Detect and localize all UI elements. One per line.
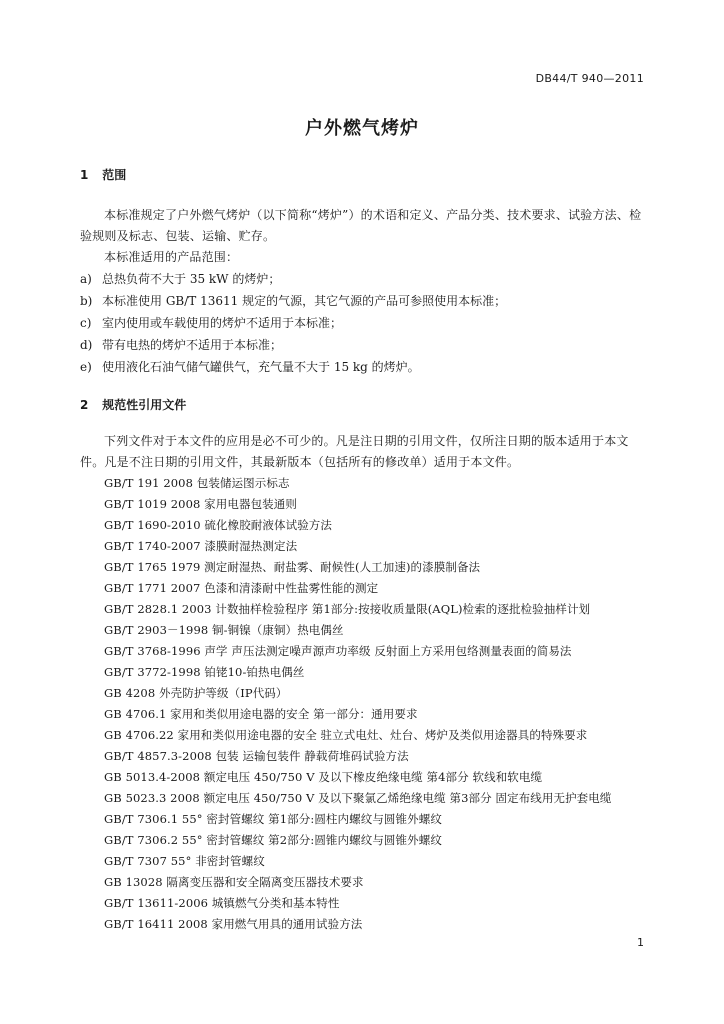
reference-entry: GB/T 4857.3-2008 包装 运输包装件 静载荷堆码试验方法 (104, 749, 409, 763)
scope-applicability-paragraph: 本标准适用的产品范围： (104, 250, 239, 264)
reference-entry: GB/T 191 2008 包装储运图示标志 (104, 476, 290, 490)
standard-code: DB44/T 940—2011 (535, 72, 644, 85)
reference-entry: GB/T 7307 55° 非密封管螺纹 (104, 854, 265, 868)
list-marker: e) (80, 360, 92, 374)
reference-entry: GB/T 1019 2008 家用电器包装通则 (104, 497, 297, 511)
reference-entry: GB/T 1771 2007 色漆和清漆耐中性盐雾性能的测定 (104, 581, 379, 595)
scope-list-item (80, 314, 342, 331)
list-text: 使用液化石油气储气罐供气，充气量不大于 15 kg 的烤炉。 (102, 360, 420, 374)
reference-entry: GB/T 7306.1 55° 密封管螺纹 第1部分:圆柱内螺纹与圆锥外螺纹 (104, 812, 442, 826)
list-marker: b) (80, 294, 93, 308)
list-text: 室内使用或车载使用的烤炉不适用于本标准； (102, 316, 343, 330)
reference-entry: GB/T 16411 2008 家用燃气用具的通用试验方法 (104, 917, 363, 931)
scope-list-item (80, 292, 506, 309)
list-text: 带有电热的烤炉不适用于本标准； (102, 338, 283, 352)
list-text: 总热负荷不大于 35 kW 的烤炉； (102, 272, 281, 286)
reference-entry: GB/T 2828.1 2003 计数抽样检验程序 第1部分:按接收质量限(AQL)检索的逐批检验抽样计划 (104, 602, 591, 616)
list-text: 本标准使用 GB/T 13611 规定的气源，其它气源的产品可参照使用本标准； (102, 294, 507, 308)
reference-entry: GB/T 1740-2007 漆膜耐湿热测定法 (104, 539, 298, 553)
list-marker: d) (80, 338, 93, 352)
reference-entry: GB 13028 隔离变压器和安全隔离变压器技术要求 (104, 875, 364, 889)
section-number: 2 (80, 398, 89, 412)
section-number: 1 (80, 168, 89, 182)
reference-entry: GB 4208 外壳防护等级（IP代码） (104, 686, 288, 700)
scope-list-item (80, 336, 282, 353)
scope-paragraph: 本标准规定了户外燃气烤炉（以下简称“烤炉”）的术语和定义、产品分类、技术要求、试验方法、检验规则及标志、包装、运输、贮存。 (80, 208, 642, 243)
reference-entry: GB/T 2903－1998 铜-铜镍（康铜）热电偶丝 (104, 623, 344, 637)
reference-entry: GB/T 7306.2 55° 密封管螺纹 第2部分:圆锥内螺纹与圆锥外螺纹 (104, 833, 442, 847)
scope-list-item (80, 270, 280, 287)
references-intro-paragraph: 下列文件对于本文件的应用是必不可少的。凡是注日期的引用文件，仅所注日期的版本适用于本文件。凡是不注日期的引用文件，其最新版本（包括所有的修改单）适用于本文件。 (80, 434, 629, 469)
reference-entry: GB 4706.1 家用和类似用途电器的安全 第一部分：通用要求 (104, 707, 418, 721)
reference-entry: GB/T 13611-2006 城镇燃气分类和基本特性 (104, 896, 340, 910)
list-marker: c) (80, 316, 92, 330)
reference-entry: GB/T 1765 1979 测定耐湿热、耐盐雾、耐候性(人工加速)的漆膜制备法 (104, 560, 481, 574)
scope-list-item (80, 358, 420, 375)
document-title: 户外燃气烤炉 (305, 118, 419, 139)
section-heading-scope (80, 166, 126, 183)
list-marker: a) (80, 272, 92, 286)
section-title: 规范性引用文件 (102, 398, 187, 412)
section-heading-normative-references (80, 396, 186, 413)
reference-entry: GB/T 3772-1998 铂铑10-铂热电偶丝 (104, 665, 305, 679)
reference-entry: GB/T 3768-1996 声学 声压法测定噪声源声功率级 反射面上方采用包络测量表面的简易法 (104, 644, 572, 658)
page-number: 1 (637, 936, 644, 949)
reference-entry: GB 5013.4-2008 额定电压 450/750 V 及以下橡皮绝缘电缆 第4部分 软线和软电缆 (104, 770, 543, 784)
reference-entry: GB/T 1690-2010 硫化橡胶耐液体试验方法 (104, 518, 333, 532)
reference-entry: GB 4706.22 家用和类似用途电器的安全 驻立式电灶、灶台、烤炉及类似用途器具的特殊要求 (104, 728, 588, 742)
section-title: 范围 (102, 168, 127, 182)
reference-entry: GB 5023.3 2008 额定电压 450/750 V 及以下聚氯乙烯绝缘电缆 第3部分 固定布线用无护套电缆 (104, 791, 612, 805)
